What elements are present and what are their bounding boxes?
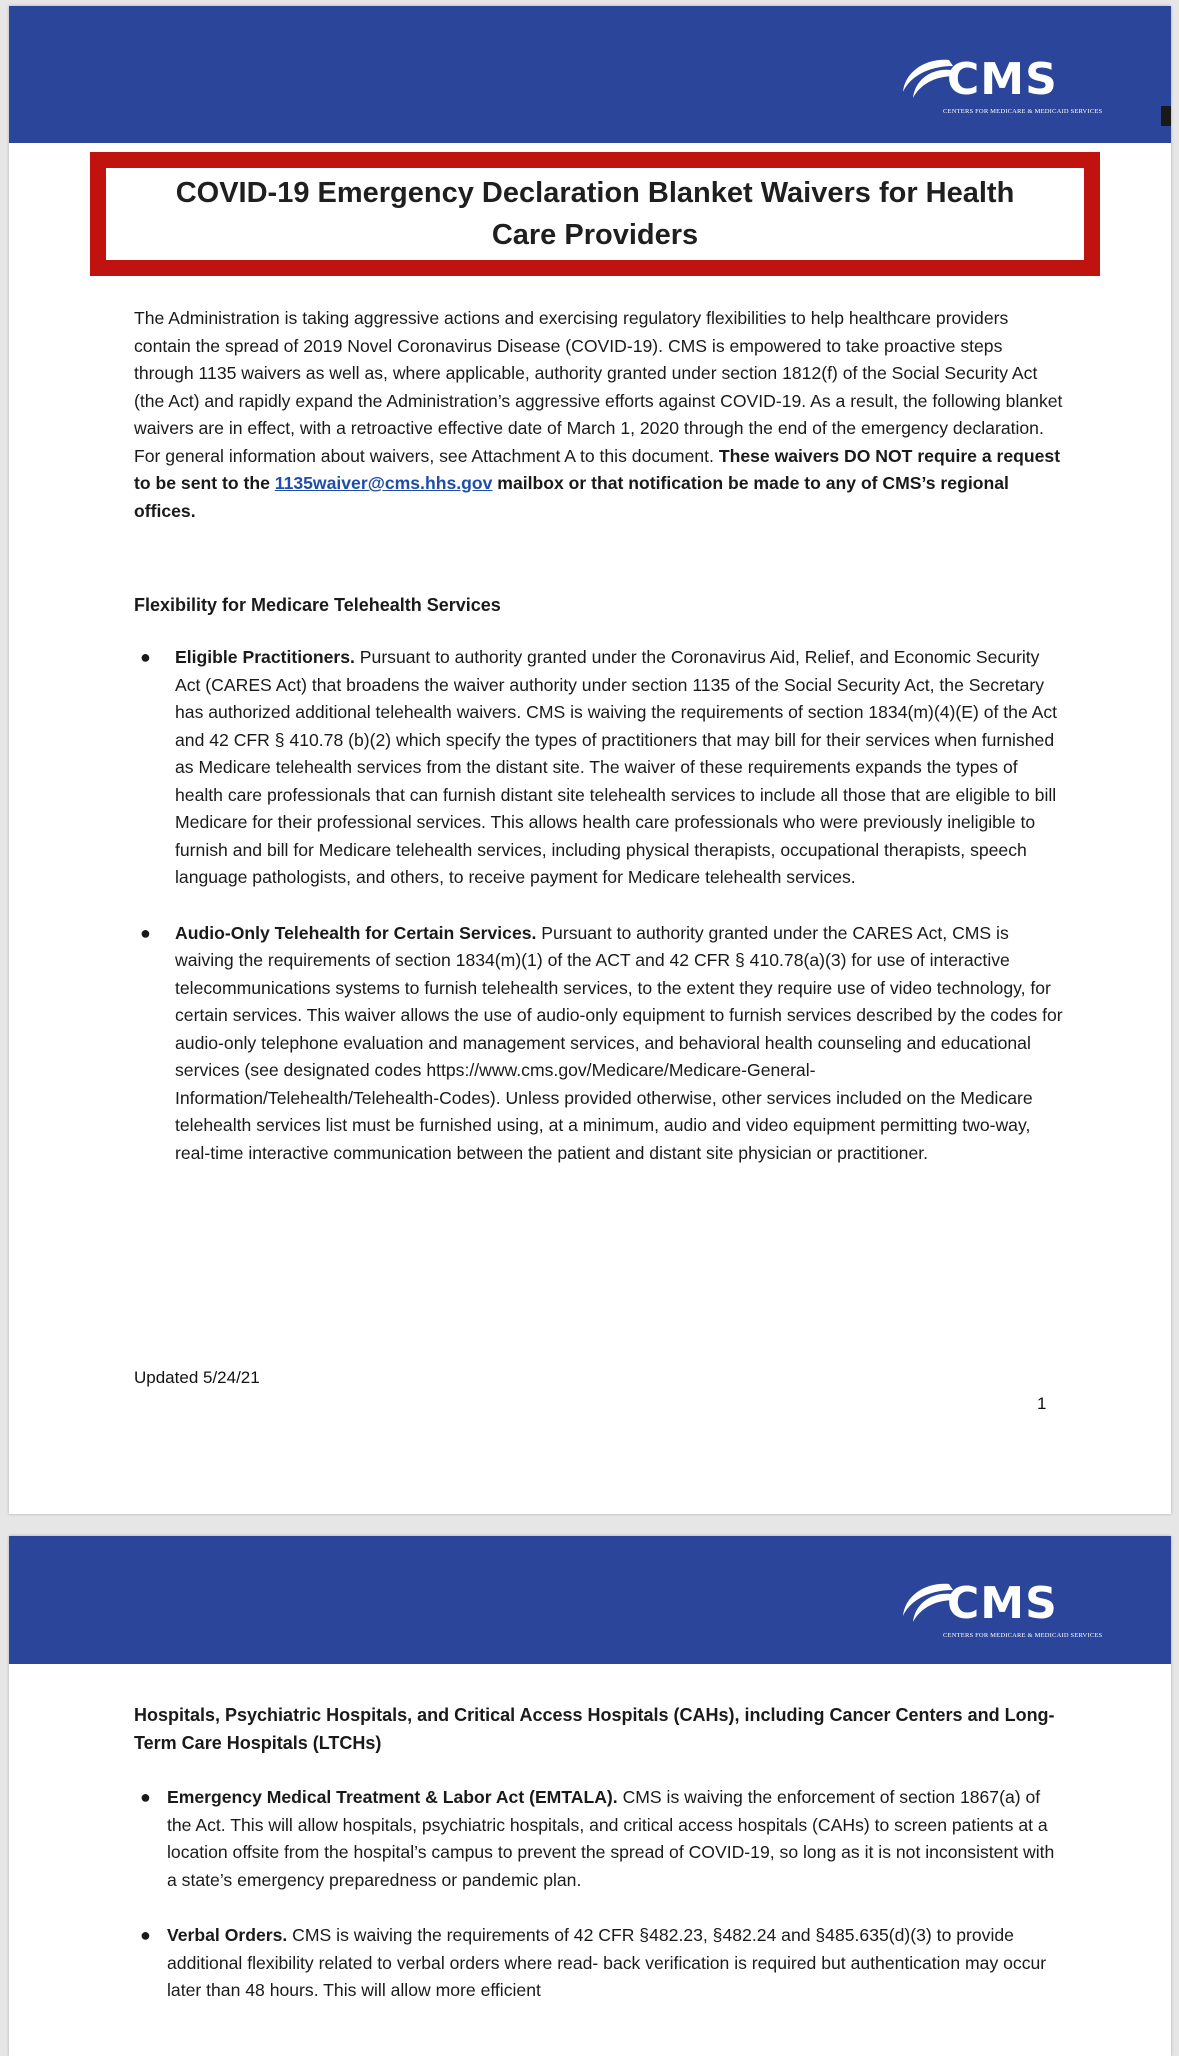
bullet-lead: Audio-Only Telehealth for Certain Services.: [175, 922, 537, 943]
document-page-1: [9, 6, 1171, 1514]
list-item: [140, 920, 1064, 1168]
hospital-bullets: [140, 1784, 1064, 2005]
bullet-lead: Emergency Medical Treatment & Labor Act (EMTALA).: [167, 1787, 618, 1807]
list-item: [140, 1922, 1064, 2005]
bullet-text: Pursuant to authority granted under the CARES Act, CMS is waiving the requirements of section 1834(m)(1) of the ACT and 42 CFR § 410.78(a)(3) for use of interactive telecommunications systems to furnish telehealth services, to the extent they require use of video technology, for certain services. This waiver allows the use of audio-only equipment to furnish services described by the codes for audio-only telephone evaluation and management services, and behavioral health counseling and educational services (see designated codes https://www.cms.gov/Medicare/Medicare-General-Information/Telehealth/Telehealth-Codes). Unless provided otherwise, other services included on the Medicare telehealth services list must be furnished using, at a minimum, audio and video equipment permitting two-way, real-time interactive communication between the patient and distant site physician or practitioner.: [175, 922, 1063, 1163]
list-item: [140, 644, 1064, 892]
scrollbar-thumb[interactable]: [1161, 106, 1171, 126]
cms-logo-text: CMS: [947, 54, 1058, 105]
telehealth-bullets: [140, 644, 1064, 1167]
page-number: 1: [1037, 1394, 1047, 1413]
list-item: [140, 1784, 1064, 1894]
intro-bold-start: These waivers DO NOT require a request to be sent to the: [134, 445, 1061, 493]
section-heading-hospitals: Hospitals, Psychiatric Hospitals, and Critical Access Hospitals (CAHs), including Cancer Centers and Long-Term Care Hospitals (LTCHs): [134, 1705, 1055, 1753]
cms-logo-subtitle: CENTERS FOR MEDICARE & MEDICAID SERVICES: [943, 1632, 1103, 1639]
bullet-lead: Eligible Practitioners.: [175, 647, 355, 667]
cms-logo: [897, 52, 1107, 122]
bullet-icon: ●: [140, 647, 151, 667]
intro-bold-end: mailbox or that notification be made to any of CMS’s regional offices.: [134, 473, 1009, 521]
cms-logo-subtitle: CENTERS FOR MEDICARE & MEDICAID SERVICES: [943, 108, 1103, 115]
header-banner: [9, 6, 1171, 143]
bullet-icon: ●: [140, 1925, 151, 1945]
cms-logo-text: CMS: [947, 1578, 1058, 1629]
intro-paragraph: [134, 305, 1064, 525]
header-banner: [9, 1536, 1171, 1664]
title-box: [90, 152, 1100, 276]
waiver-email-link[interactable]: 1135waiver@cms.hhs.gov: [274, 473, 493, 493]
document-page-2: [9, 1536, 1171, 2056]
document-title: COVID-19 Emergency Declaration Blanket Waivers for Health Care Providers: [175, 177, 1015, 251]
bullet-lead: Verbal Orders.: [167, 1925, 288, 1945]
bullet-icon: ●: [140, 922, 151, 943]
bullet-text: CMS is waiving the requirements of 42 CFR §482.23, §482.24 and §485.635(d)(3) to provide additional flexibility related to verbal orders where read- back verification is required but authentication may occur later than 48 hours. This will allow more efficient: [167, 1925, 1047, 2000]
intro-text: The Administration is taking aggressive actions and exercising regulatory flexibilities to help healthcare providers contain the spread of 2019 Novel Coronavirus Disease (COVID-19). CMS is empowered to take proactive steps through 1135 waivers as well as, where applicable, authority granted under section 1812(f) of the Social Security Act (the Act) and rapidly expand the Administration’s aggressive efforts against COVID-19. As a result, the following blanket waivers are in effect, with a retroactive effective date of March 1, 2020 through the end of the emergency declaration. For general information about waivers, see Attachment A to this document.: [134, 308, 1063, 466]
cms-logo: [897, 1576, 1107, 1646]
bullet-text: Pursuant to authority granted under the Coronavirus Aid, Relief, and Economic Security Act (CARES Act) that broadens the waiver authority under section 1135 of the Social Security Act, the Secretary has authorized additional telehealth waivers. CMS is waiving the requirements of section 1834(m)(4)(E) of the Act and 42 CFR § 410.78 (b)(2) which specify the types of practitioners that may bill for their services when furnished as Medicare telehealth services from the distant site. The waiver of these requirements expands the types of health care professionals that can furnish distant site telehealth services to include all those that are eligible to bill Medicare for their professional services. This allows health care professionals who were previously ineligible to furnish and bill for Medicare telehealth services, including physical therapists, occupational therapists, speech language pathologists, and others, to receive payment for Medicare telehealth services.: [175, 647, 1058, 887]
bullet-icon: ●: [140, 1787, 151, 1807]
bullet-text: CMS is waiving the enforcement of section 1867(a) of the Act. This will allow hospitals, psychiatric hospitals, and critical access hospitals (CAHs) to screen patients at a location offsite from the hospital’s campus to prevent the spread of COVID-19, so long as it is not inconsistent with a state’s emergency preparedness or pandemic plan.: [167, 1787, 1055, 1890]
updated-date: Updated 5/24/21: [134, 1368, 260, 1387]
section-heading-telehealth: Flexibility for Medicare Telehealth Services: [134, 595, 501, 615]
